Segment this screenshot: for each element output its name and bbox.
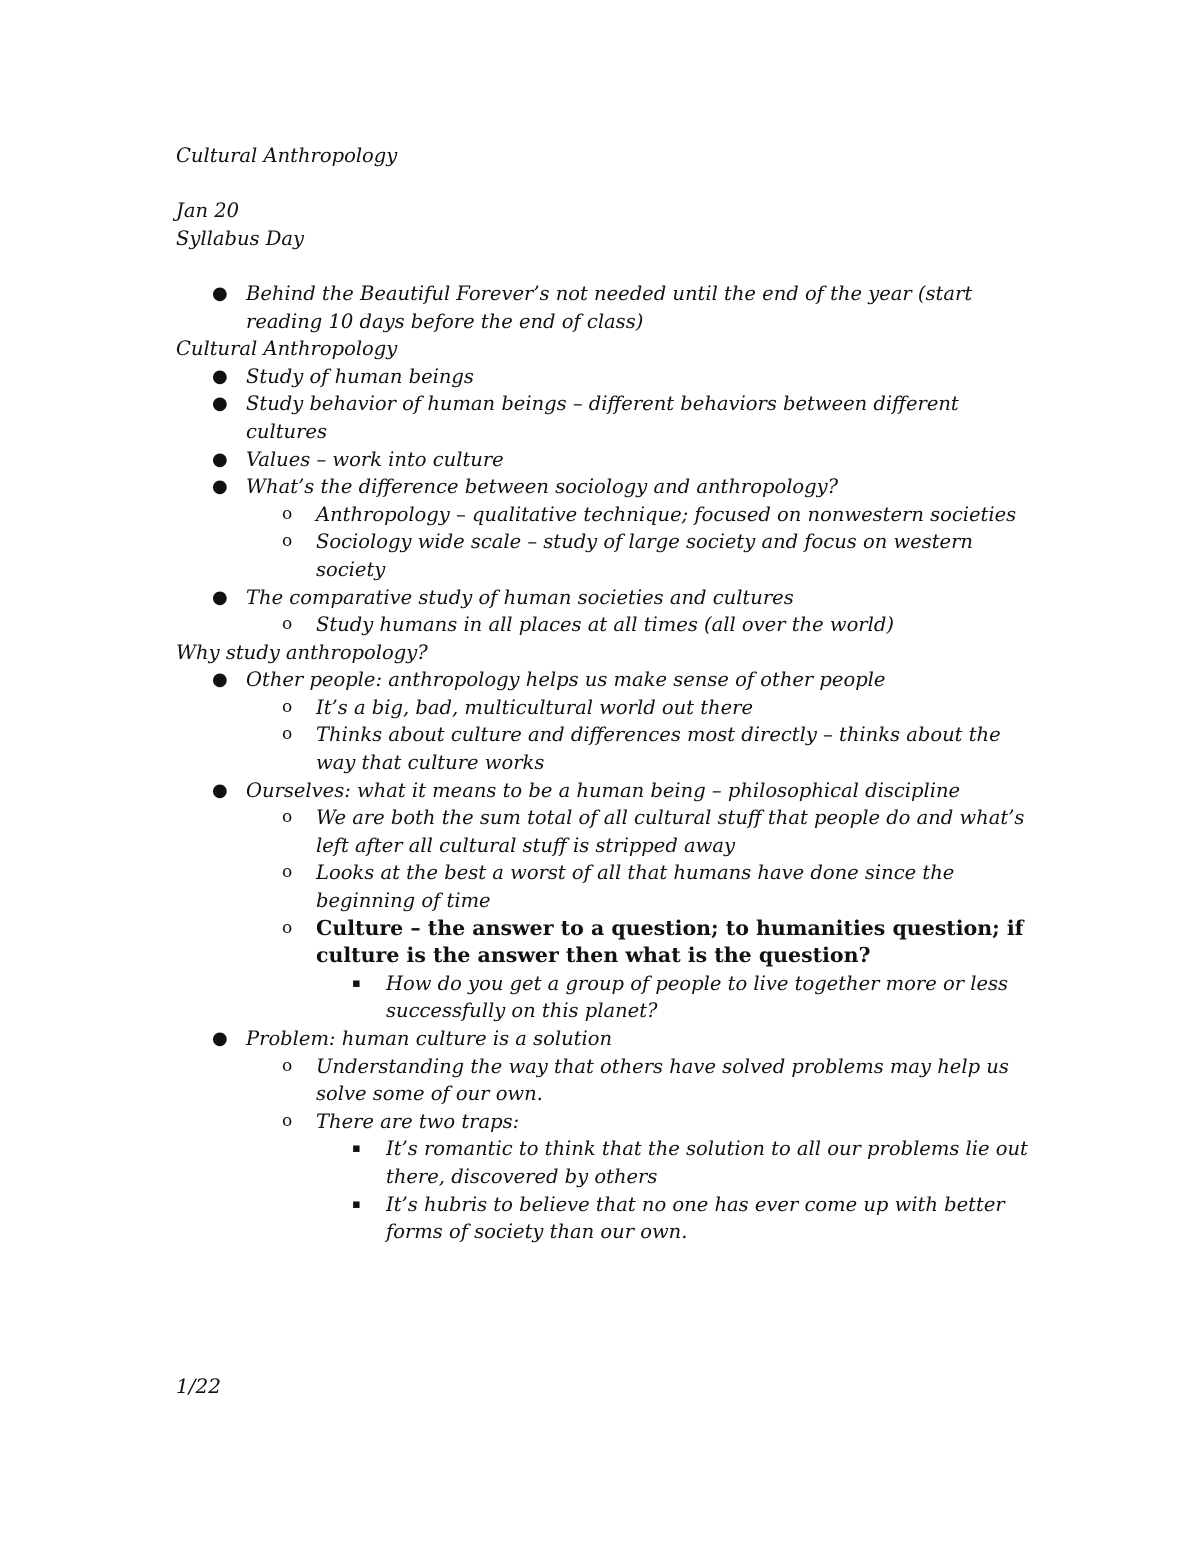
circle-bullet-icon: o (282, 807, 293, 828)
square-bullet-icon: ▪ (352, 975, 361, 991)
sub-sub-list-item (176, 1191, 1036, 1246)
bullet-icon: ● (212, 448, 228, 470)
bullet-icon: ● (212, 669, 228, 691)
list-item-text: We are both the sum total of all cultural stuff that people do and what’s left after all cultural stuff is stripped away (316, 806, 1025, 857)
list-item-text: How do you get a group of people to live together more or less successfully on this planet? (386, 971, 1009, 1023)
circle-bullet-icon: o (282, 917, 293, 938)
list-item-text: Understanding the way that others have solved problems may help us solve some of our own. (316, 1054, 1009, 1106)
sub-list-item (176, 1053, 1036, 1108)
list-item-text: Anthropology – qualitative technique; focused on nonwestern societies (316, 502, 1017, 526)
bullet-icon: ● (212, 365, 228, 387)
anthropology-list (176, 363, 1036, 639)
list-item (176, 584, 1036, 612)
list-item-text: Other people: anthropology helps us make sense of other people (246, 668, 886, 692)
list-item (176, 280, 1036, 335)
sub-list-item (176, 611, 1036, 639)
bullet-icon: ● (212, 393, 228, 415)
list-item-text: Sociology wide scale – study of large society and focus on western society (316, 530, 973, 581)
sub-list-item (176, 804, 1036, 859)
section-heading: Why study anthropology? (176, 640, 428, 664)
syllabus-list (176, 280, 1036, 335)
bullet-icon: ● (212, 476, 228, 498)
list-item-text: Thinks about culture and differences most directly – thinks about the way that culture works (316, 723, 1001, 775)
list-item-text: It’s romantic to think that the solution to all our problems lie out there, discovered by others (386, 1137, 1028, 1188)
list-item (176, 1025, 1036, 1053)
sub-list-item (176, 501, 1036, 529)
sub-list-item (176, 694, 1036, 722)
sub-list-item (176, 859, 1036, 914)
spacer (176, 170, 1036, 198)
list-item-text: The comparative study of human societies and cultures (246, 585, 794, 609)
circle-bullet-icon: o (282, 503, 293, 524)
list-item-text: Ourselves: what it means to be a human being – philosophical discipline (246, 778, 961, 802)
sub-list-item (176, 915, 1036, 970)
page-number: 1/22 (176, 1374, 221, 1398)
sub-sub-list-item (176, 970, 1036, 1025)
date-line: Jan 20 (176, 199, 240, 223)
sub-list-item (176, 1108, 1036, 1136)
sub-sub-list-item (176, 1135, 1036, 1190)
list-item (176, 363, 1036, 391)
circle-bullet-icon: o (282, 614, 293, 635)
list-item (176, 666, 1036, 694)
list-item-text: There are two traps: (316, 1109, 520, 1133)
list-item-text: It’s hubris to believe that no one has ever come up with better forms of society than our own. (386, 1192, 1005, 1244)
document-title: Cultural Anthropology (176, 144, 398, 167)
square-bullet-icon: ▪ (352, 1141, 361, 1157)
bold-list-item-text: Culture – the answer to a question; to humanities question; if culture is the answer then what is the question? (316, 915, 1024, 968)
circle-bullet-icon: o (282, 531, 293, 552)
list-item-text: Looks at the best a worst of all that humans have done since the beginning of time (316, 861, 955, 913)
why-study-list (176, 666, 1036, 1245)
list-item (176, 777, 1036, 805)
sub-list-item (176, 721, 1036, 776)
list-item (176, 390, 1036, 445)
circle-bullet-icon: o (282, 724, 293, 745)
circle-bullet-icon: o (282, 862, 293, 883)
square-bullet-icon: ▪ (352, 1196, 361, 1212)
list-item (176, 446, 1036, 474)
circle-bullet-icon: o (282, 1055, 293, 1076)
list-item-text: Values – work into culture (246, 447, 504, 471)
subtitle-line: Syllabus Day (176, 226, 304, 250)
bullet-icon: ● (212, 586, 228, 608)
list-item-text: What’s the difference between sociology and anthropology? (246, 475, 839, 499)
bullet-icon: ● (212, 779, 228, 801)
circle-bullet-icon: o (282, 696, 293, 717)
list-item (176, 473, 1036, 501)
spacer (176, 252, 1036, 280)
list-item-text: Study behavior of human beings – different behaviors between different cultures (246, 392, 959, 443)
bullet-icon: ● (212, 1028, 228, 1049)
sub-list-item (176, 528, 1036, 583)
circle-bullet-icon: o (282, 1110, 293, 1131)
list-item-text: It’s a big, bad, multicultural world out there (316, 695, 754, 719)
list-item-text: Study of human beings (246, 364, 474, 388)
section-heading: Cultural Anthropology (176, 337, 398, 361)
list-item-text: Problem: human culture is a solution (246, 1027, 613, 1050)
notes-body (176, 142, 1036, 1246)
list-item-text: Behind the Beautiful Forever’s not needed until the end of the year (start reading 10 days before the end of class) (246, 281, 973, 333)
bullet-icon: ● (212, 282, 228, 304)
list-item-text: Study humans in all places at all times (all over the world) (316, 613, 894, 637)
